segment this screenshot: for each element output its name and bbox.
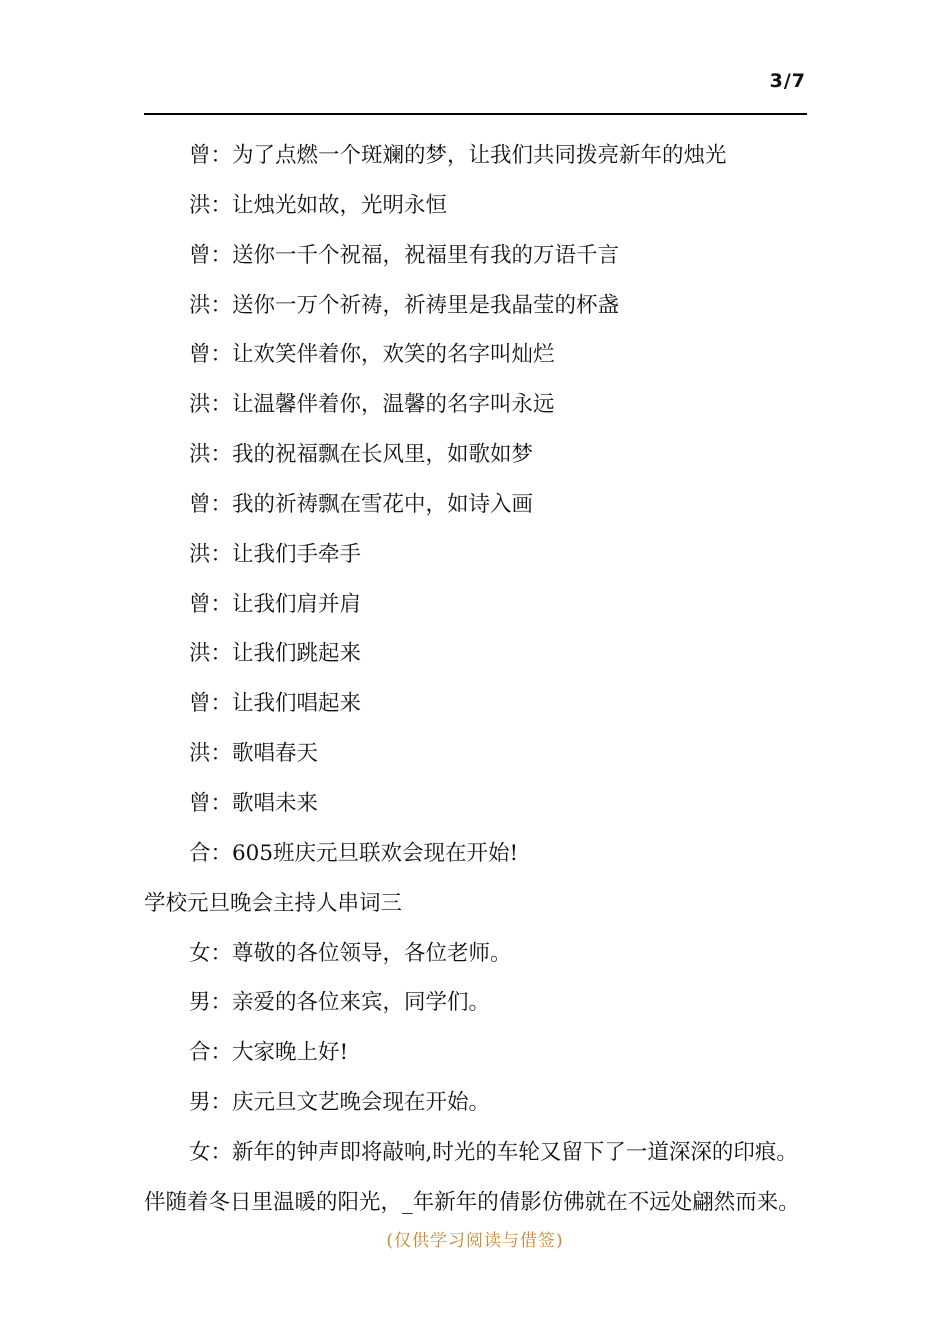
- dialogue-line: 洪：我的祝福飘在长风里，如歌如梦: [189, 442, 534, 468]
- header-rule: [144, 113, 807, 115]
- dialogue-line: 洪：送你一万个祈祷，祈祷里是我晶莹的杯盏: [189, 292, 620, 318]
- dialogue-line: 洪：让我们手牵手: [189, 541, 362, 567]
- dialogue-line: 洪：让我们跳起来: [189, 641, 362, 667]
- dialogue-line: 曾：让我们唱起来: [189, 691, 362, 717]
- page-number: 3/7: [769, 70, 806, 92]
- document-body: [144, 131, 824, 1228]
- dialogue-line: 曾：我的祈祷飘在雪花中，如诗入画: [189, 491, 534, 517]
- dialogue-line: 男：亲爱的各位来宾，同学们。: [189, 990, 491, 1016]
- dialogue-line: 曾：让我们肩并肩: [189, 591, 362, 617]
- dialogue-line: 女：尊敬的各位领导，各位老师。: [189, 940, 512, 966]
- dialogue-line: 曾：让欢笑伴着你，欢笑的名字叫灿烂: [189, 342, 555, 368]
- section-heading: 学校元旦晚会主持人串词三: [144, 890, 403, 916]
- dialogue-line: 合：605班庆元旦联欢会现在开始!: [189, 840, 519, 866]
- dialogue-line: 洪：让烛光如故，光明永恒: [189, 192, 448, 218]
- footer-note: (仅供学习阅读与借签): [386, 1231, 564, 1251]
- dialogue-line: 女：新年的钟声即将敲响,时光的车轮又留下了一道深深的印痕。: [189, 1139, 798, 1165]
- dialogue-line: 曾：为了点燃一个斑斓的梦，让我们共同拨亮新年的烛光: [189, 143, 727, 168]
- paragraph-continuation: 伴随着冬日里温暖的阳光，_年新年的倩影仿佛就在不远处翩然而来。: [144, 1189, 800, 1215]
- dialogue-line: 男：庆元旦文艺晚会现在开始。: [189, 1090, 491, 1116]
- dialogue-line: 合：大家晚上好!: [189, 1040, 349, 1066]
- dialogue-line: 曾：歌唱未来: [189, 790, 319, 816]
- dialogue-line: 曾：送你一千个祝福，祝福里有我的万语千言: [189, 242, 620, 268]
- dialogue-line: 洪：让温馨伴着你，温馨的名字叫永远: [189, 392, 555, 418]
- dialogue-line: 洪：歌唱春天: [189, 741, 319, 767]
